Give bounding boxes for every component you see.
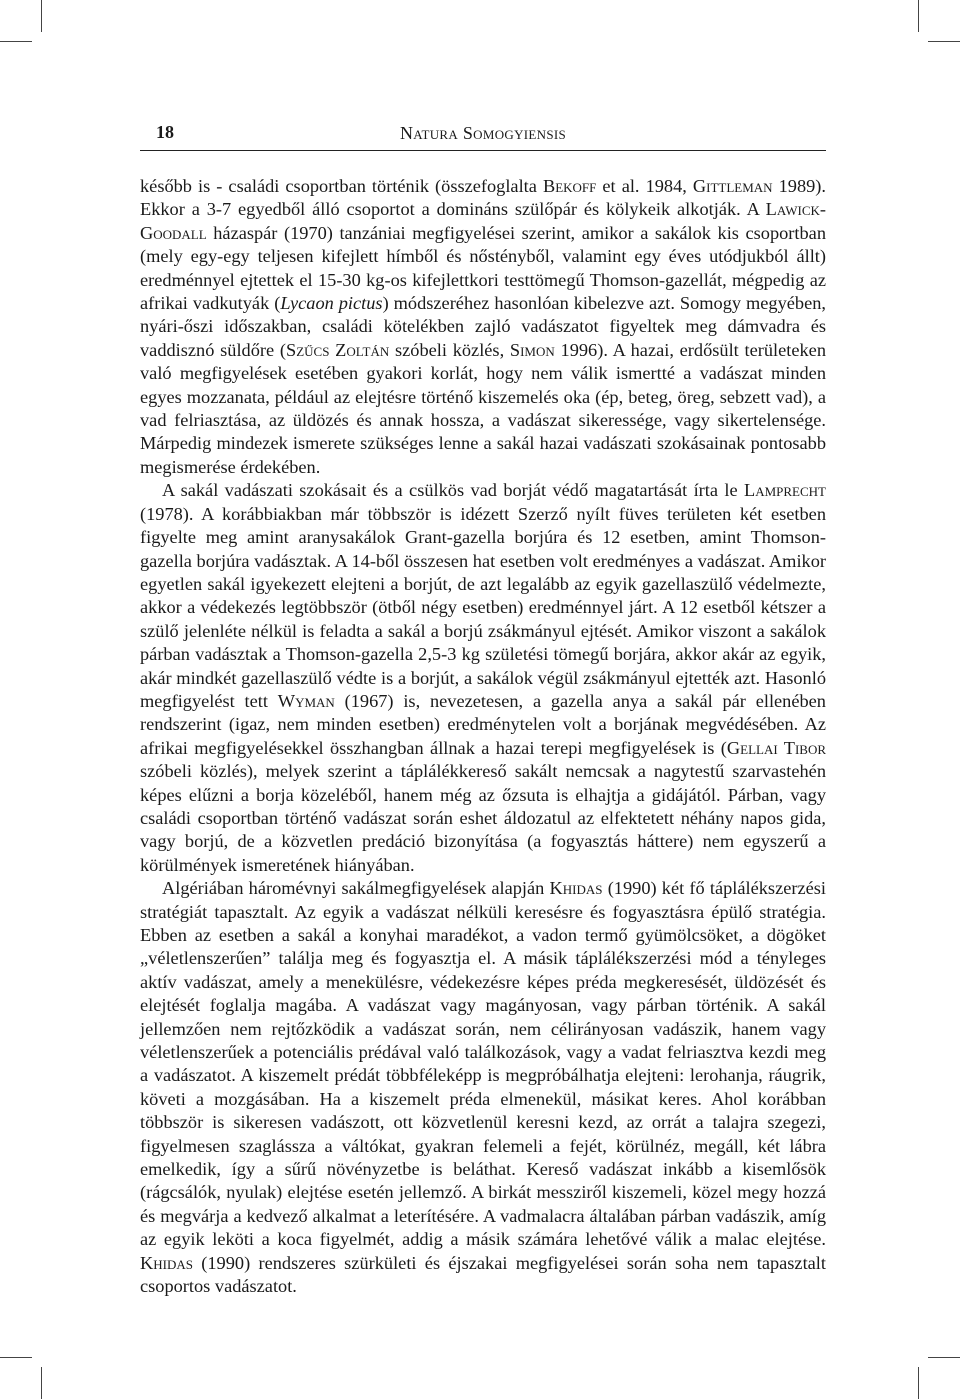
text-run: (1990) két fő táplálékszerzési stratégiát tapasztalt. Az egyik a vadászat nélküli keresésre és fogyasztásra épülő stratégia. Ebben az esetben a sakál a konyhai maradékot, a vadon termő gyümölcsöket, a dögöket „véletlenszerűen” találja meg és fogyasztja el. A másik táplálékszerzési mód a tényleges aktív vadászat, amely a menekülésre, védekezésre képes préda megkeresését, üldözését és elejtését foglalja magába. A vadászat vagy magányosan, vagy párban történik. A sakál jellemzően nem rejtőzködik a vadászat során, nem célirányosan vadászik, hanem vagy véletlenszerűek a potenciális prédával való találkozások, vagy a vadat felriasztva kezdi meg a vadászatot. A kiszemelt prédát többféleképp is megpróbálhatja elejteni: lerohanja, ráugrik, követi a mozgásában. Ha a kiszemelt préda elmenekül, másikat keres. Ahol korábban többször is sikeresen vadászott, ott közvetlenül keresni kezd, az orrát a talajra szegezi, figyelmesen szaglássza a váltókat, gyakran felemeli a fejét, körülnéz, megáll, két lábra emelkedik, így a sűrű növényzetbe is beláthat. Kereső vadászat inkább a kisemlősök (rágcsálók, nyulak) elejtése esetén jellemző. A birkát messziről kiszemeli, közel megy hozzá és megvárja a kedvező alkalmat a leterítésére. A vadmalacra általában párban vadászik, amíg az egyik leköti a koca figyelmét, addig a másik számára lehetővé válik a malac elejtése. — [140, 878, 826, 1250]
text-run: Algériában háromévnyi sakálmegfigyelések alapján — [162, 878, 550, 899]
author-name: Gellai Tibor — [726, 737, 826, 758]
text-run: 1996). A hazai, erdősült területeken való megfigyelések esetében gyakori korlát, hogy nem válik ismertté a vadászat minden egyes mozzanata, például az elejtésre történő kiszemelés oka (ép, beteg, öreg, sebzett vad), a vad felriasztása, az üldözés és annak hossza, a vadászat sikeressége, vagy sikertelensége. Márpedig mindezek ismerete szükséges lenne a sakál hazai vadászati szokásainak pontosabb megismerése érdekében. — [140, 339, 826, 477]
crop-mark — [918, 1367, 919, 1399]
crop-mark — [0, 1357, 32, 1358]
author-name: Simon — [509, 339, 555, 360]
text-run: ) módszeréhez hasonlóan kibelezve azt. Somogy megyében, nyári-őszi időszakban, családi kötelékben zajló vadászatot figyeltek meg dámvadra és vaddisznó süldőre ( — [140, 293, 826, 360]
running-header — [140, 118, 826, 151]
crop-mark — [41, 1367, 42, 1399]
text-run: (1978). A korábbiakban már többször is idézett Szerző nyílt füves területen két esetben figyelte meg amint aranysakálok Grant-gazella borjúra és 12 esetben, amint Thomson-gazella borjúra vadásztak. A 14-ből összesen hat esetben volt eredményes a vadászat. Amikor egyetlen sakál igyekezett elejteni a borjút, de azt legalább az egyik gazellaszülő védelmezte, akkor a védekezés legtöbbször (ötből négy esetben) eredménnyel járt. A 12 esetből kétszer a szülő jelenléte nélkül is feladta a sakál a borjú zsákmányul ejtését. Amikor viszont a sakálok párban vadásztak a Thomson-gazella 2,5-3 kg születési tömegű borjára, akkor akár az egyik, akár mindkét gazellaszülő védte is a borjút, a sakálok végül zsákmányul ejtették azt. Hasonló megfigyelést tett — [140, 503, 826, 711]
author-name: Lawick-Goodall — [140, 199, 826, 243]
author-name: Khidas — [140, 1252, 193, 1273]
text-run: 1989). Ekkor a 3-7 egyedből álló csoportot a domináns szülőpár és kölykeik alkotják. A — [140, 176, 827, 220]
author-name: Gittleman — [692, 176, 773, 196]
text-run: szóbeli közlés), melyek szerint a táplálékkereső sakált nemcsak a nagytestű szarvastehén képes elűzni a borja közeléből, hanem még az őzsuta is elhajtja a gidájától. Párban, vagy családi csoportban történő vadászat során eshet áldozatul az elfektetett néhány napos gida, vagy borjú, de a közvetlen predáció bizonyítása (a fogyasztás háttere) nem egyszerű a körülmények ismeretének hiányában. — [140, 761, 826, 875]
species-name: Lycaon pictus — [280, 293, 383, 314]
text-run: házaspár (1970) tanzániai megfigyelései szerint, amikor a sakálok kis csoportban (mely egy-egy teljesen kifejlett hímből és nőstényből, valamint egy éves utódjukból állt) eredménnyel ejtettek el 15-30 kg-os kifejlettkori testtömegű Thomson-gazellát, mégpedig az afrikai vadkutyák ( — [140, 222, 826, 314]
crop-mark — [918, 0, 919, 32]
author-name: Wyman — [277, 690, 335, 711]
crop-mark — [928, 1357, 960, 1358]
crop-mark — [0, 41, 32, 42]
text-run: szóbeli közlés, — [389, 339, 510, 360]
text-run: (1967) is, nevezetesen, a gazella anya a sakál pár ellenében rendszerint (igaz, nem minden esetben) eredménytelen volt a borjának megvédésében. Az afrikai megfigyelésekkel összhangban állnak a hazai terepi megfigyelések is ( — [140, 690, 826, 758]
author-name: Lamprecht — [744, 480, 826, 501]
page-number: 18 — [156, 122, 174, 142]
journal-title: Natura Somogyiensis — [399, 123, 567, 143]
body-text — [140, 175, 826, 1299]
paragraph — [140, 877, 826, 1298]
text-run: (1990) rendszeres szürkületi és éjszakai megfigyelései során soha nem tapasztalt csoportos vadászatot. — [140, 1252, 826, 1297]
text-run: később is - családi csoportban történik (összefoglalta — [140, 176, 543, 196]
paragraph — [140, 479, 826, 877]
author-name: Bekoff — [542, 176, 597, 196]
author-name: Khidas — [549, 878, 603, 899]
author-name: Szűcs Zoltán — [286, 339, 390, 360]
paragraph — [140, 175, 826, 479]
crop-mark — [928, 41, 960, 42]
text-run: A sakál vadászati szokásait és a csülkös vad borját védő magatartását írta le — [162, 480, 744, 501]
crop-mark — [41, 0, 42, 32]
text-run: et al. 1984, — [596, 176, 693, 196]
